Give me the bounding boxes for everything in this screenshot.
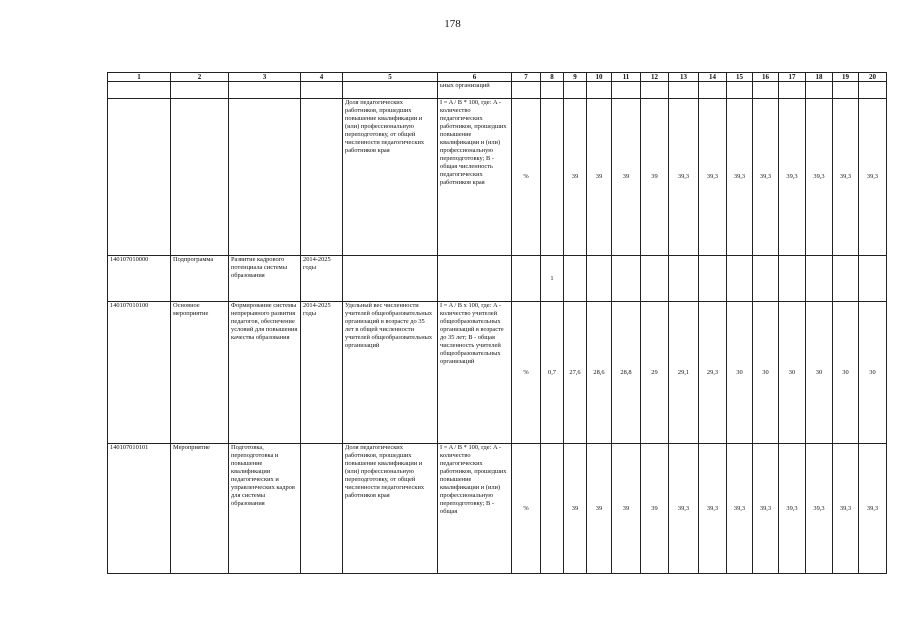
table-cell: [587, 256, 612, 302]
table-cell: 29,1: [669, 302, 699, 444]
table-cell: 39,3: [806, 444, 833, 574]
table-cell: 140107010000: [108, 256, 171, 302]
table-cell: 39,3: [806, 99, 833, 256]
table-cell: [301, 444, 343, 574]
table-cell: [564, 82, 587, 99]
table-cell: 2014-2025 годы: [301, 302, 343, 444]
column-header: 1: [108, 73, 171, 82]
table-cell: [779, 82, 806, 99]
column-header: 17: [779, 73, 806, 82]
table-cell: 30: [833, 302, 859, 444]
table-cell: Доля педагогических работников, прошедших повышение квалификации и (или) профессиональную переподготовку, от общей численности педагогических работников края: [343, 444, 438, 574]
column-header: 15: [727, 73, 753, 82]
table-cell: [229, 99, 301, 256]
table-cell: 39,3: [833, 444, 859, 574]
table-cell: 140107010101: [108, 444, 171, 574]
table-cell: 39: [641, 444, 669, 574]
column-header: 13: [669, 73, 699, 82]
table-cell: [727, 256, 753, 302]
table-row: [108, 444, 887, 574]
table-cell: 39,3: [779, 99, 806, 256]
header-row: [108, 73, 887, 82]
table-cell: 39: [612, 444, 641, 574]
table-row: [108, 99, 887, 256]
table-cell: [343, 256, 438, 302]
table-cell: [301, 82, 343, 99]
table-cell: 39,3: [727, 444, 753, 574]
table-cell: [108, 82, 171, 99]
table-cell: 39,3: [779, 444, 806, 574]
table-cell: [641, 256, 669, 302]
table-cell: %: [512, 444, 541, 574]
table-cell: 39: [641, 99, 669, 256]
table-cell: 2014-2025 годы: [301, 256, 343, 302]
column-header: 10: [587, 73, 612, 82]
column-header: 11: [612, 73, 641, 82]
table-cell: [699, 256, 727, 302]
table-cell: 39: [564, 99, 587, 256]
table-cell: [343, 82, 438, 99]
table-cell: 39,3: [727, 99, 753, 256]
page-number: 178: [444, 18, 461, 30]
table-cell: 30: [806, 302, 833, 444]
table-cell: %: [512, 99, 541, 256]
table-cell: 30: [753, 302, 779, 444]
column-header: 18: [806, 73, 833, 82]
table-cell: 39,3: [753, 99, 779, 256]
table-cell: 30: [859, 302, 887, 444]
table-cell: [806, 256, 833, 302]
table-cell: 29,3: [699, 302, 727, 444]
table-cell: Подготовка, переподготовка и повышение квалификации педагогических и управленческих кадров для системы образования: [229, 444, 301, 574]
table-cell: Подпрограмма: [171, 256, 229, 302]
column-header: 16: [753, 73, 779, 82]
table-cell: 28,6: [587, 302, 612, 444]
table-cell: Удельный вес численности учителей общеобразовательных организаций в возрасте до 35 лет в общей численности учителей общеобразовательных организаций: [343, 302, 438, 444]
table-cell: 39,3: [669, 444, 699, 574]
column-header: 2: [171, 73, 229, 82]
table-cell: Мероприятие: [171, 444, 229, 574]
table-cell: [171, 82, 229, 99]
table-cell: [753, 256, 779, 302]
table-cell: %: [512, 302, 541, 444]
table-cell: [699, 82, 727, 99]
table-cell: [612, 256, 641, 302]
table-cell: 39,3: [753, 444, 779, 574]
table-cell: [229, 82, 301, 99]
table-cell: [612, 82, 641, 99]
column-header: 9: [564, 73, 587, 82]
table-cell: [833, 256, 859, 302]
table-cell: [564, 256, 587, 302]
table-cell: [512, 82, 541, 99]
table-cell: Основное мероприятие: [171, 302, 229, 444]
column-header: 3: [229, 73, 301, 82]
table-cell: 30: [727, 302, 753, 444]
column-header: 7: [512, 73, 541, 82]
table-cell: 28,8: [612, 302, 641, 444]
column-header: 20: [859, 73, 887, 82]
table-cell: [669, 82, 699, 99]
table-cell: 39: [587, 444, 612, 574]
table-cell: [541, 82, 564, 99]
table-cell: [859, 256, 887, 302]
table-cell: [859, 82, 887, 99]
table-cell: 1: [541, 256, 564, 302]
table-cell: I = A / B * 100, где: A - количество педагогических работников, прошедших повышение квалификации и (или) профессиональную переподготовку; B - общая численность педагогических работников края: [438, 99, 512, 256]
table-row: [108, 82, 887, 99]
table-row: [108, 302, 887, 444]
table-row: [108, 256, 887, 302]
table-cell: Развитие кадрового потенциала системы образования: [229, 256, 301, 302]
table-cell: [171, 99, 229, 256]
table-cell: [833, 82, 859, 99]
table-cell: 39,3: [859, 444, 887, 574]
table-cell: 39,3: [699, 99, 727, 256]
column-header: 12: [641, 73, 669, 82]
table-cell: [806, 82, 833, 99]
table-cell: 39,3: [833, 99, 859, 256]
table-cell: [301, 99, 343, 256]
table-cell: [108, 99, 171, 256]
table-cell: 29: [641, 302, 669, 444]
column-header: 5: [343, 73, 438, 82]
table-cell: 39: [587, 99, 612, 256]
table-cell: 0,7: [541, 302, 564, 444]
table-cell: 39,3: [699, 444, 727, 574]
table-cell: [587, 82, 612, 99]
table-cell: [753, 82, 779, 99]
table-cell: Доля педагогических работников, прошедших повышение квалификации и (или) профессиональную переподготовку, от общей численности педагогических работников края: [343, 99, 438, 256]
table-cell: [541, 99, 564, 256]
column-header: 8: [541, 73, 564, 82]
table-cell: [438, 256, 512, 302]
table-cell: [512, 256, 541, 302]
table-cell: 39: [612, 99, 641, 256]
table-cell: [727, 82, 753, 99]
indicators-table: [107, 72, 887, 574]
table-cell: 39: [564, 444, 587, 574]
column-header: 4: [301, 73, 343, 82]
table-cell: [669, 256, 699, 302]
table-cell: 27,6: [564, 302, 587, 444]
table-cell: ьных организаций: [438, 82, 512, 99]
table-cell: [541, 444, 564, 574]
table-cell: 30: [779, 302, 806, 444]
table-cell: 39,3: [859, 99, 887, 256]
table-cell: [641, 82, 669, 99]
table-cell: I = A / B x 100, где: A - количество учителей общеобразовательных организаций в возрасте до 35 лет; B - общая численность учителей общеобразовательных организаций: [438, 302, 512, 444]
column-header: 14: [699, 73, 727, 82]
table-cell: 39,3: [669, 99, 699, 256]
table-cell: 140107010100: [108, 302, 171, 444]
table-cell: Формирование системы непрерывного развития педагогов, обеспечение условий для повышения качества образования: [229, 302, 301, 444]
column-header: 19: [833, 73, 859, 82]
table-cell: [779, 256, 806, 302]
column-header: 6: [438, 73, 512, 82]
table-cell: I = A / B * 100, где: A - количество педагогических работников, прошедших повышение квалификации и (или) профессиональную переподготовку; B - общая: [438, 444, 512, 574]
